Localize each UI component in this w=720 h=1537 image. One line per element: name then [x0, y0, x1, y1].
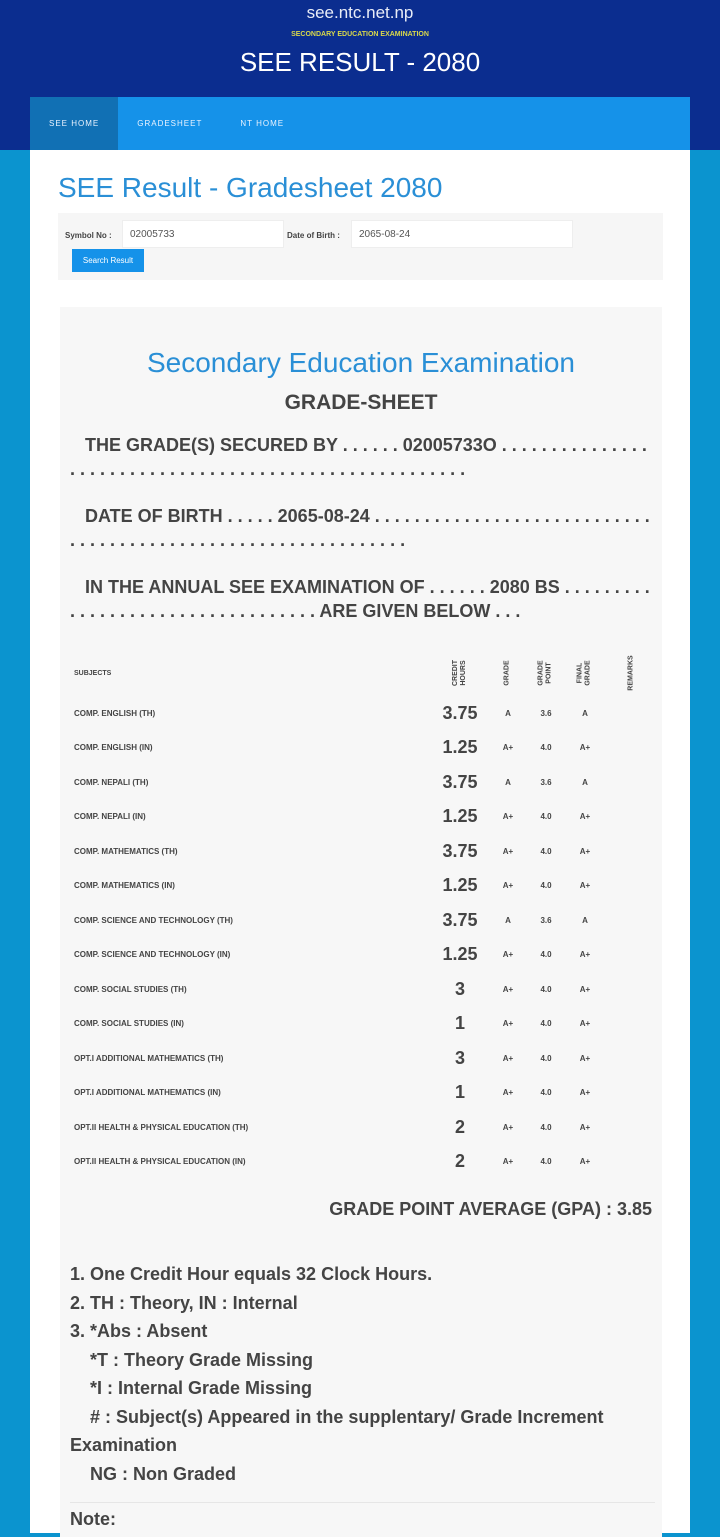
search-result-button[interactable]: Search Result	[72, 249, 144, 272]
final-grade-cell: A+	[579, 1122, 591, 1132]
symbol-label: Symbol No :	[65, 231, 112, 240]
grade-cell: A+	[502, 1088, 514, 1098]
grade-cell: A+	[502, 1122, 514, 1132]
subject-cell: OPT.I ADDITIONAL MATHEMATICS (TH)	[74, 1053, 224, 1063]
credit-hours-cell: 2	[454, 1116, 465, 1137]
remarks-cell	[604, 1110, 660, 1145]
credit-hours-cell: 1.25	[442, 944, 478, 965]
nav-gradesheet[interactable]: GRADESHEET	[137, 119, 203, 128]
grade-point-cell: 4.0	[540, 1122, 552, 1132]
note-item: # : Subject(s) Appeared in the supplentary/ Grade Increment Examination	[70, 1406, 604, 1455]
grade-point-cell: 4.0	[540, 1157, 552, 1167]
credit-hours-cell: 1	[454, 1082, 465, 1103]
credit-hours-cell: 2	[454, 1151, 465, 1172]
grade-point-cell: 4.0	[540, 1019, 552, 1029]
grade-point-cell: 4.0	[540, 812, 552, 822]
subject-cell: OPT.II HEALTH & PHYSICAL EDUCATION (IN)	[74, 1157, 246, 1167]
grade-sheet	[60, 307, 662, 1537]
credit-hours-cell: 3	[454, 1047, 465, 1068]
credit-hours-cell: 1.25	[442, 737, 478, 758]
col-final-grade: FINAL GRADE	[577, 660, 592, 686]
col-grade: GRADE	[504, 660, 511, 686]
table-row	[70, 800, 660, 835]
header	[0, 0, 720, 150]
remarks-cell	[604, 1145, 660, 1180]
col-subjects: SUBJECTS	[74, 669, 112, 677]
credit-hours-cell: 1.25	[442, 875, 478, 896]
grade-point-cell: 4.0	[540, 1053, 552, 1063]
grade-point-cell: 4.0	[540, 950, 552, 960]
dob-label: Date of Birth :	[287, 231, 340, 240]
note-item: 2. TH : Theory, IN : Internal	[70, 1292, 298, 1313]
nav-nt-home[interactable]: NT HOME	[240, 119, 285, 128]
col-remarks: REMARKS	[627, 655, 635, 691]
credit-hours-cell: 3.75	[442, 840, 478, 861]
grade-point-cell: 4.0	[540, 984, 552, 994]
table-row	[70, 1145, 660, 1180]
grade-point-cell: 4.0	[540, 743, 552, 753]
subject-cell: OPT.I ADDITIONAL MATHEMATICS (IN)	[74, 1088, 221, 1098]
subject-cell: COMP. SCIENCE AND TECHNOLOGY (TH)	[74, 915, 233, 925]
grade-point-cell: 3.6	[540, 777, 552, 787]
table-row	[70, 938, 660, 973]
subject-cell: COMP. SOCIAL STUDIES (TH)	[74, 984, 187, 994]
table-row	[70, 765, 660, 800]
grade-cell: A+	[502, 812, 514, 822]
sheet-subtitle: GRADE-SHEET	[284, 391, 438, 414]
credit-hours-cell: 1.25	[442, 806, 478, 827]
grade-cell: A	[505, 915, 511, 925]
remarks-cell	[604, 1041, 660, 1076]
grade-cell: A	[505, 708, 511, 718]
final-grade-cell: A	[582, 708, 588, 718]
table-row	[70, 972, 660, 1007]
subject-cell: COMP. NEPALI (TH)	[74, 777, 149, 787]
grade-point-cell: 3.6	[540, 915, 552, 925]
remarks-cell	[604, 1007, 660, 1042]
credit-hours-cell: 1	[454, 1013, 465, 1034]
dob-input[interactable]	[351, 220, 573, 248]
credit-hours-cell: 3	[454, 978, 465, 999]
grade-cell: A+	[502, 1053, 514, 1063]
page-title: SEE Result - Gradesheet 2080	[58, 172, 443, 203]
grade-point-cell: 4.0	[540, 1088, 552, 1098]
subject-cell: COMP. ENGLISH (IN)	[74, 743, 153, 753]
table-row	[70, 834, 660, 869]
grade-point-cell: 4.0	[540, 846, 552, 856]
table-row	[70, 869, 660, 904]
header-subtitle: SECONDARY EDUCATION EXAMINATION	[291, 31, 429, 38]
main-content	[30, 150, 690, 1533]
final-grade-cell: A+	[579, 743, 591, 753]
credit-hours-cell: 3.75	[442, 771, 478, 792]
notes-list	[70, 1260, 655, 1488]
remarks-cell	[604, 972, 660, 1007]
gpa: GRADE POINT AVERAGE (GPA) : 3.85	[329, 1199, 652, 1219]
final-grade-cell: A+	[579, 881, 591, 891]
final-grade-cell: A+	[579, 1088, 591, 1098]
sheet-title: Secondary Education Examination	[146, 347, 576, 378]
subject-cell: COMP. MATHEMATICS (TH)	[74, 846, 178, 856]
site-domain: see.ntc.net.np	[306, 3, 414, 22]
table-row	[70, 696, 660, 731]
subject-cell: COMP. SOCIAL STUDIES (IN)	[74, 1019, 184, 1029]
credit-hours-cell: 3.75	[442, 702, 478, 723]
remarks-cell	[604, 903, 660, 938]
nav-bar	[30, 97, 690, 150]
final-grade-cell: A	[582, 915, 588, 925]
exam-line: IN THE ANNUAL SEE EXAMINATION OF . . . . . . 2080 BS . . . . . . . . . . . . . . . . . . . . . . . . . . . . . . . . . . ARE GIVEN BELOW . . .	[70, 577, 650, 621]
final-grade-cell: A+	[579, 1157, 591, 1167]
final-grade-cell: A	[582, 777, 588, 787]
remarks-cell	[604, 1076, 660, 1111]
col-grade-point: GRADE POINT	[538, 660, 553, 686]
remarks-cell	[604, 765, 660, 800]
remarks-cell	[604, 938, 660, 973]
search-form	[58, 213, 663, 280]
remarks-cell	[604, 696, 660, 731]
dob-line: DATE OF BIRTH . . . . . 2065-08-24 . . . . . . . . . . . . . . . . . . . . . . . . . . . . . . . . . . . . . . . . . . . . . . . . . . . . . . . . . . . . . .	[70, 506, 650, 550]
remarks-cell	[604, 869, 660, 904]
table-row	[70, 1041, 660, 1076]
subject-cell: COMP. SCIENCE AND TECHNOLOGY (IN)	[74, 950, 231, 960]
grade-cell: A	[505, 777, 511, 787]
final-grade-cell: A+	[579, 984, 591, 994]
final-grade-cell: A+	[579, 1019, 591, 1029]
table-row	[70, 1076, 660, 1111]
secured-by-line: THE GRADE(S) SECURED BY . . . . . . 02005733O . . . . . . . . . . . . . . . . . . . . . . . . . . . . . . . . . . . . . . . . . . . . . . . . . . . . . . .	[70, 435, 647, 479]
remarks-cell	[604, 731, 660, 766]
table-row	[70, 731, 660, 766]
grade-cell: A+	[502, 846, 514, 856]
note-heading: Note:	[70, 1502, 655, 1530]
symbol-input[interactable]	[122, 220, 284, 248]
table-row	[70, 1110, 660, 1145]
note-item: NG : Non Graded	[90, 1463, 237, 1484]
note-item: *I : Internal Grade Missing	[90, 1378, 313, 1398]
table-header	[70, 650, 660, 696]
final-grade-cell: A+	[579, 1053, 591, 1063]
subject-cell: OPT.II HEALTH & PHYSICAL EDUCATION (TH)	[74, 1122, 249, 1132]
note-item: 3. *Abs : Absent	[70, 1321, 208, 1341]
grades-table	[70, 650, 660, 1179]
grade-cell: A+	[502, 950, 514, 960]
note-item: *T : Theory Grade Missing	[90, 1349, 314, 1370]
final-grade-cell: A+	[579, 846, 591, 856]
final-grade-cell: A+	[579, 950, 591, 960]
credit-hours-cell: 3.75	[442, 909, 478, 930]
grade-cell: A+	[502, 1019, 514, 1029]
table-row	[70, 903, 660, 938]
grade-cell: A+	[502, 1157, 514, 1167]
remarks-cell	[604, 834, 660, 869]
subject-cell: COMP. MATHEMATICS (IN)	[74, 881, 175, 891]
grade-cell: A+	[502, 743, 514, 753]
final-grade-cell: A+	[579, 812, 591, 822]
note-item: 1. One Credit Hour equals 32 Clock Hours.	[70, 1264, 433, 1284]
grade-cell: A+	[502, 984, 514, 994]
table-row	[70, 1007, 660, 1042]
subject-cell: COMP. ENGLISH (TH)	[74, 708, 156, 718]
header-title: SEE RESULT - 2080	[239, 47, 481, 77]
subject-cell: COMP. NEPALI (IN)	[74, 812, 146, 822]
grade-point-cell: 4.0	[540, 881, 552, 891]
grade-point-cell: 3.6	[540, 708, 552, 718]
col-credit-hours: CREDIT HOURS	[452, 659, 467, 687]
nav-see-home[interactable]: SEE HOME	[30, 97, 118, 150]
grade-cell: A+	[502, 881, 514, 891]
remarks-cell	[604, 800, 660, 835]
